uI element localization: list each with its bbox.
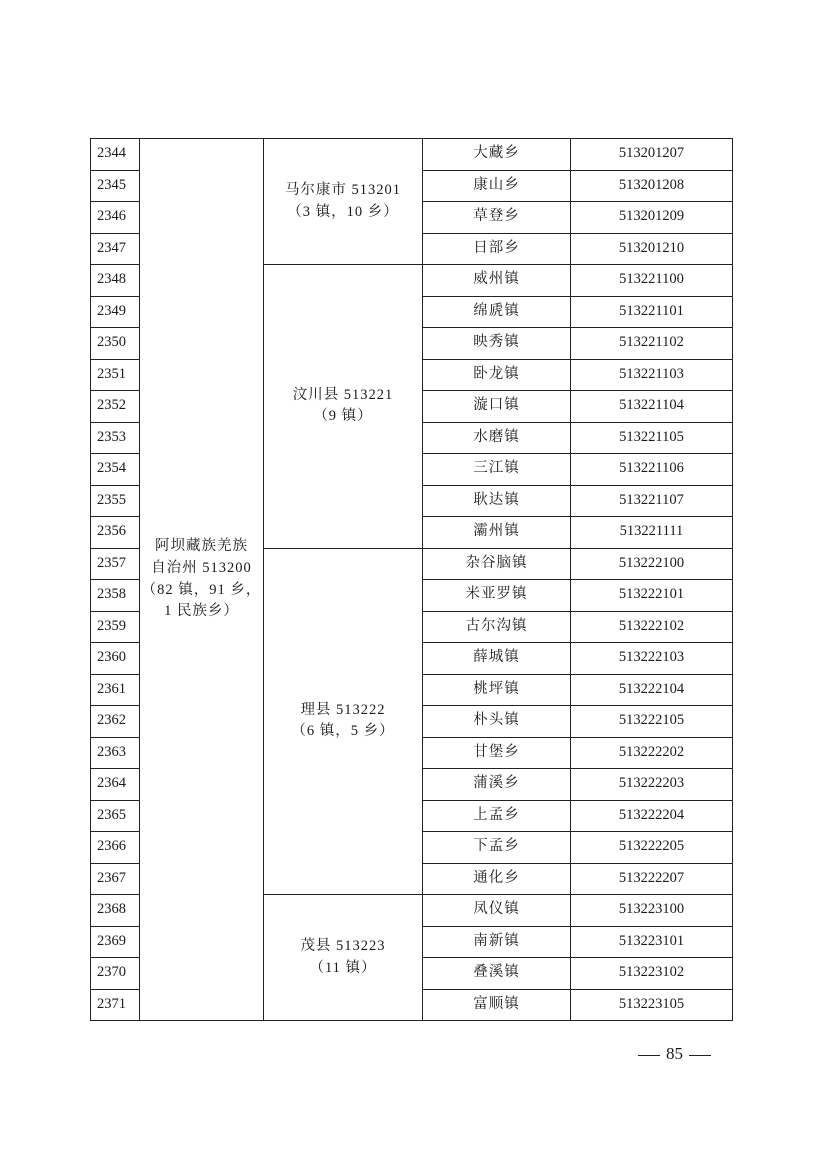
town-name: 威州镇 bbox=[423, 265, 571, 297]
town-code: 513223101 bbox=[571, 926, 733, 958]
row-number: 2354 bbox=[91, 454, 140, 486]
row-number: 2369 bbox=[91, 926, 140, 958]
town-code: 513222205 bbox=[571, 832, 733, 864]
town-code: 513223105 bbox=[571, 989, 733, 1021]
town-code: 513222102 bbox=[571, 611, 733, 643]
county-name-code: 马尔康市 513201 bbox=[284, 181, 402, 198]
town-code: 513221102 bbox=[571, 328, 733, 360]
town-name: 蒲溪乡 bbox=[423, 769, 571, 801]
town-code: 513221111 bbox=[571, 517, 733, 549]
row-number: 2365 bbox=[91, 800, 140, 832]
town-code: 513222105 bbox=[571, 706, 733, 738]
town-name: 卧龙镇 bbox=[423, 359, 571, 391]
row-number: 2355 bbox=[91, 485, 140, 517]
town-name: 薛城镇 bbox=[423, 643, 571, 675]
county-name-code: 茂县 513223 bbox=[300, 937, 386, 954]
row-number: 2357 bbox=[91, 548, 140, 580]
row-number: 2361 bbox=[91, 674, 140, 706]
table-row bbox=[91, 139, 733, 171]
row-number: 2347 bbox=[91, 233, 140, 265]
town-name: 漩口镇 bbox=[423, 391, 571, 423]
town-name: 大藏乡 bbox=[423, 139, 571, 171]
row-number: 2371 bbox=[91, 989, 140, 1021]
row-number: 2348 bbox=[91, 265, 140, 297]
town-name: 草登乡 bbox=[423, 202, 571, 234]
town-code: 513201209 bbox=[571, 202, 733, 234]
town-code: 513222103 bbox=[571, 643, 733, 675]
town-code: 513221104 bbox=[571, 391, 733, 423]
town-name: 古尔沟镇 bbox=[423, 611, 571, 643]
town-name: 甘堡乡 bbox=[423, 737, 571, 769]
row-number: 2345 bbox=[91, 170, 140, 202]
town-code: 513201208 bbox=[571, 170, 733, 202]
town-name: 南新镇 bbox=[423, 926, 571, 958]
row-number: 2346 bbox=[91, 202, 140, 234]
town-name: 下孟乡 bbox=[423, 832, 571, 864]
town-name: 富顺镇 bbox=[423, 989, 571, 1021]
town-name: 耿达镇 bbox=[423, 485, 571, 517]
town-code: 513222101 bbox=[571, 580, 733, 612]
town-code: 513223100 bbox=[571, 895, 733, 927]
town-name: 朴头镇 bbox=[423, 706, 571, 738]
town-code: 513222202 bbox=[571, 737, 733, 769]
town-name: 三江镇 bbox=[423, 454, 571, 486]
county-summary: （3 镇，10 乡） bbox=[287, 203, 399, 220]
town-name: 上孟乡 bbox=[423, 800, 571, 832]
town-code: 513222104 bbox=[571, 674, 733, 706]
row-number: 2352 bbox=[91, 391, 140, 423]
county-name-code: 汶川县 513221 bbox=[292, 386, 394, 403]
county-summary: （9 镇） bbox=[313, 408, 373, 425]
prefecture-line: （82 镇，91 乡， bbox=[141, 581, 262, 598]
town-code: 513221105 bbox=[571, 422, 733, 454]
row-number: 2360 bbox=[91, 643, 140, 675]
row-number: 2344 bbox=[91, 139, 140, 171]
town-name: 桃坪镇 bbox=[423, 674, 571, 706]
town-code: 513201207 bbox=[571, 139, 733, 171]
town-code: 513221107 bbox=[571, 485, 733, 517]
page-number-value: 85 bbox=[666, 1044, 683, 1063]
row-number: 2366 bbox=[91, 832, 140, 864]
prefecture-cell bbox=[140, 139, 264, 1021]
county-summary: （11 镇） bbox=[309, 959, 377, 976]
town-code: 513221100 bbox=[571, 265, 733, 297]
row-number: 2358 bbox=[91, 580, 140, 612]
county-cell bbox=[264, 548, 423, 895]
town-name: 通化乡 bbox=[423, 863, 571, 895]
town-code: 513223102 bbox=[571, 958, 733, 990]
county-name-code: 理县 513222 bbox=[300, 701, 386, 718]
row-number: 2367 bbox=[91, 863, 140, 895]
town-name: 灞州镇 bbox=[423, 517, 571, 549]
row-number: 2351 bbox=[91, 359, 140, 391]
prefecture-line: 1 民族乡） bbox=[164, 603, 239, 620]
town-code: 513222100 bbox=[571, 548, 733, 580]
county-cell bbox=[264, 265, 423, 549]
town-code: 513222204 bbox=[571, 800, 733, 832]
page-number bbox=[632, 1044, 717, 1064]
town-name: 凤仪镇 bbox=[423, 895, 571, 927]
row-number: 2359 bbox=[91, 611, 140, 643]
row-number: 2353 bbox=[91, 422, 140, 454]
county-cell bbox=[264, 139, 423, 265]
page-number-dash bbox=[638, 1055, 660, 1056]
row-number: 2370 bbox=[91, 958, 140, 990]
town-name: 米亚罗镇 bbox=[423, 580, 571, 612]
town-code: 513221103 bbox=[571, 359, 733, 391]
row-number: 2363 bbox=[91, 737, 140, 769]
row-number: 2350 bbox=[91, 328, 140, 360]
row-number: 2349 bbox=[91, 296, 140, 328]
town-code: 513221106 bbox=[571, 454, 733, 486]
row-number: 2368 bbox=[91, 895, 140, 927]
prefecture-line: 自治州 513200 bbox=[151, 559, 252, 576]
township-table bbox=[90, 138, 733, 1021]
county-summary: （6 镇，5 乡） bbox=[291, 723, 395, 740]
row-number: 2356 bbox=[91, 517, 140, 549]
town-name: 日部乡 bbox=[423, 233, 571, 265]
town-name: 绵虒镇 bbox=[423, 296, 571, 328]
town-name: 叠溪镇 bbox=[423, 958, 571, 990]
page-number-dash bbox=[689, 1055, 711, 1056]
town-code: 513222207 bbox=[571, 863, 733, 895]
row-number: 2364 bbox=[91, 769, 140, 801]
prefecture-line: 阿坝藏族羌族 bbox=[155, 538, 248, 554]
town-code: 513201210 bbox=[571, 233, 733, 265]
town-name: 水磨镇 bbox=[423, 422, 571, 454]
town-name: 杂谷脑镇 bbox=[423, 548, 571, 580]
town-code: 513221101 bbox=[571, 296, 733, 328]
county-cell bbox=[264, 895, 423, 1021]
town-name: 映秀镇 bbox=[423, 328, 571, 360]
town-code: 513222203 bbox=[571, 769, 733, 801]
town-name: 康山乡 bbox=[423, 170, 571, 202]
row-number: 2362 bbox=[91, 706, 140, 738]
